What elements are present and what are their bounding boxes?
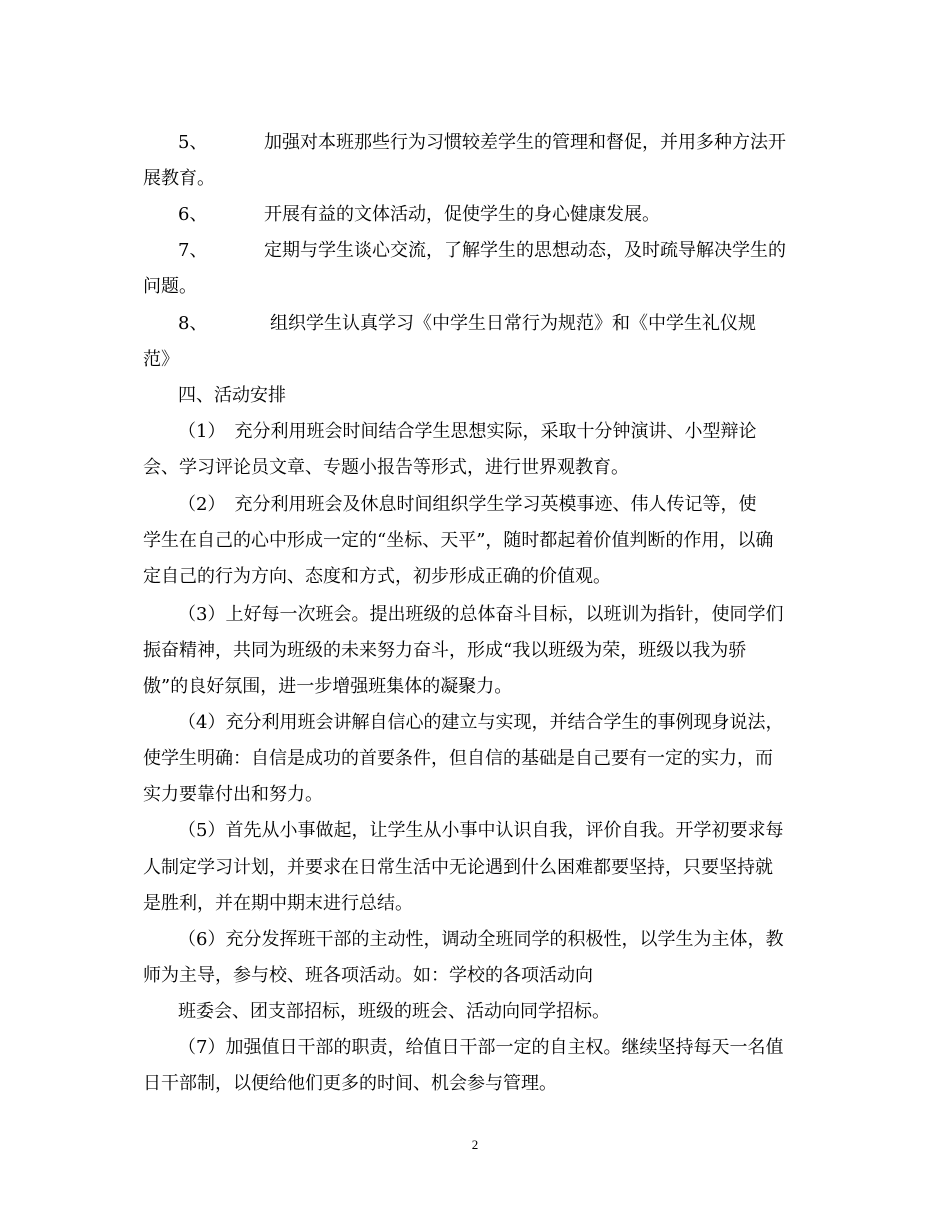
paragraph-6-line-2: 师为主导，参与校、班各项活动。如：学校的各项活动向: [143, 965, 593, 986]
item-8-line-2: 范》: [143, 349, 179, 370]
page-number: 2: [471, 1137, 479, 1152]
paragraph-6-line-3: 班委会、团支部招标，班级的班会、活动向同学招标。: [178, 1001, 610, 1022]
item-7-number: 7、: [178, 240, 208, 261]
paragraph-4-line-2: 使学生明确：自信是成功的首要条件，但自信的基础是自己要有一定的实力，而: [143, 748, 773, 769]
paragraph-2-line-2: 学生在自己的心中形成一定的“坐标、天平”，随时都起着价值判断的作用，以确: [143, 530, 774, 551]
item-8-line-1: 组织学生认真学习《中学生日常行为规范》和《中学生礼仪规: [270, 313, 756, 334]
paragraph-7-line-2: 日干部制，以便给他们更多的时间、机会参与管理。: [143, 1073, 557, 1094]
item-6-number: 6、: [178, 204, 208, 225]
paragraph-4-line-3: 实力要靠付出和努力。: [143, 784, 323, 805]
paragraph-3-line-2: 振奋精神，共同为班级的未来努力奋斗，形成“我以班级为荣，班级以我为骄: [143, 640, 747, 661]
paragraph-2-line-3: 定自己的行为方向、态度和方式，初步形成正确的价值观。: [143, 566, 611, 587]
item-5-line-1: 加强对本班那些行为习惯较差学生的管理和督促，并用多种方法开: [264, 132, 786, 153]
paragraph-1-line-2: 会、学习评论员文章、专题小报告等形式，进行世界观教育。: [143, 457, 629, 478]
item-7-line-1: 定期与学生谈心交流，了解学生的思想动态，及时疏导解决学生的: [264, 240, 786, 261]
item-8-number: 8、: [178, 313, 208, 334]
item-5-line-2: 展教育。: [143, 168, 215, 189]
item-6-line-1: 开展有益的文体活动，促使学生的身心健康发展。: [264, 204, 660, 225]
paragraph-3-line-1: （3）上好每一次班会。提出班级的总体奋斗目标，以班训为指针，使同学们: [178, 604, 784, 625]
paragraph-7-line-1: （7）加强值日干部的职责，给值日干部一定的自主权。继续坚持每天一名值: [178, 1037, 784, 1058]
paragraph-1-line-1: （1） 充分利用班会时间结合学生思想实际，采取十分钟演讲、小型辩论: [178, 421, 757, 442]
item-5-number: 5、: [178, 132, 208, 153]
paragraph-2-line-1: （2） 充分利用班会及休息时间组织学生学习英模事迹、伟人传记等，使: [178, 494, 757, 515]
paragraph-5-line-3: 是胜利，并在期中期末进行总结。: [143, 893, 413, 914]
item-7-line-2: 问题。: [143, 276, 197, 297]
paragraph-3-line-3: 傲”的良好氛围，进一步增强班集体的凝聚力。: [143, 676, 513, 697]
paragraph-5-line-1: （5）首先从小事做起，让学生从小事中认识自我，评价自我。开学初要求每: [178, 820, 784, 841]
paragraph-5-line-2: 人制定学习计划，并要求在日常生活中无论遇到什么困难都要坚持，只要坚持就: [143, 857, 773, 878]
section-heading: 四、活动安排: [178, 385, 286, 406]
paragraph-6-line-1: （6）充分发挥班干部的主动性，调动全班同学的积极性，以学生为主体，教: [178, 929, 784, 950]
paragraph-4-line-1: （4）充分利用班会讲解自信心的建立与实现，并结合学生的事例现身说法，: [178, 712, 784, 733]
